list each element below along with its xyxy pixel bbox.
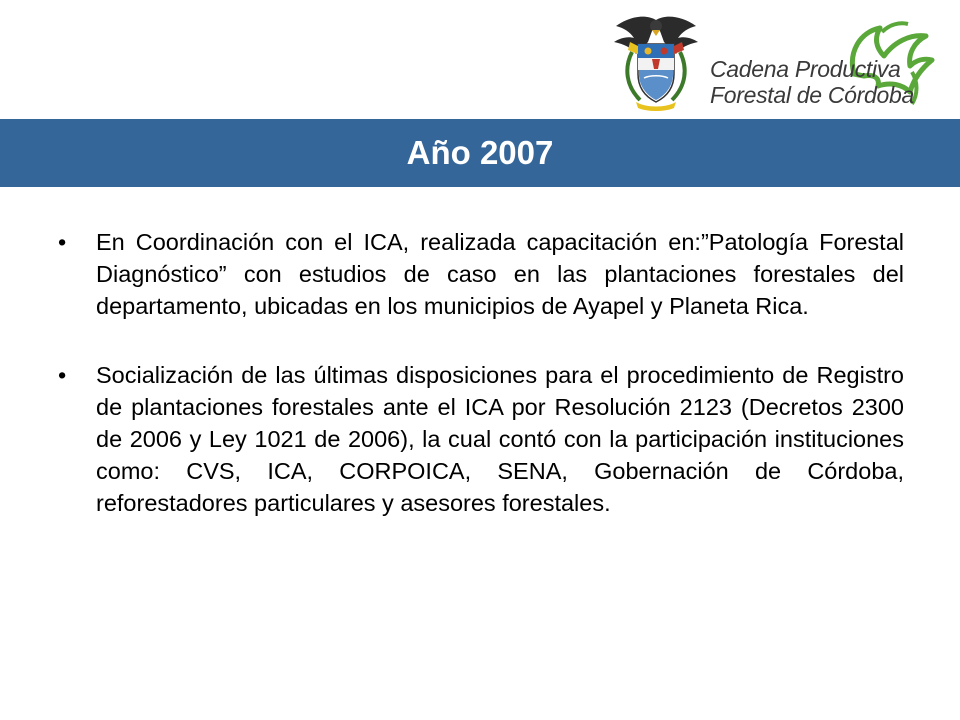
cadena-productiva-logo [704, 12, 938, 112]
brand-line-2: Forestal de Córdoba [710, 82, 914, 108]
brand-line-1: Cadena Productiva [710, 56, 901, 82]
title-band [0, 119, 960, 187]
bullet-list [58, 226, 904, 519]
bullet-icon: • [58, 362, 67, 388]
bullet-icon: • [58, 229, 67, 255]
bullet-text: Socialización de las últimas disposiciones para el procedimiento de Registro de plantaciones forestales ante el ICA por Resolución 2123 (Decretos 2300 de 2006 y Ley 1021 de 2006), la cual contó con la participación instituciones como: CVS, ICA, CORPOICA, SENA, Gobernación de Córdoba, reforestadores particulares y asesores forestales. [96, 362, 904, 516]
colombia-coat-of-arms-icon [608, 12, 704, 112]
bullet-item [58, 359, 904, 519]
header-logos [608, 12, 938, 112]
bullet-item [58, 226, 904, 322]
page-title: Año 2007 [406, 134, 554, 171]
bullet-text: En Coordinación con el ICA, realizada capacitación en:”Patología Forestal Diagnóstico” con estudios de caso en las plantaciones forestales del departamento, ubicadas en los municipios de Ayapel y Planeta Rica. [96, 229, 904, 319]
